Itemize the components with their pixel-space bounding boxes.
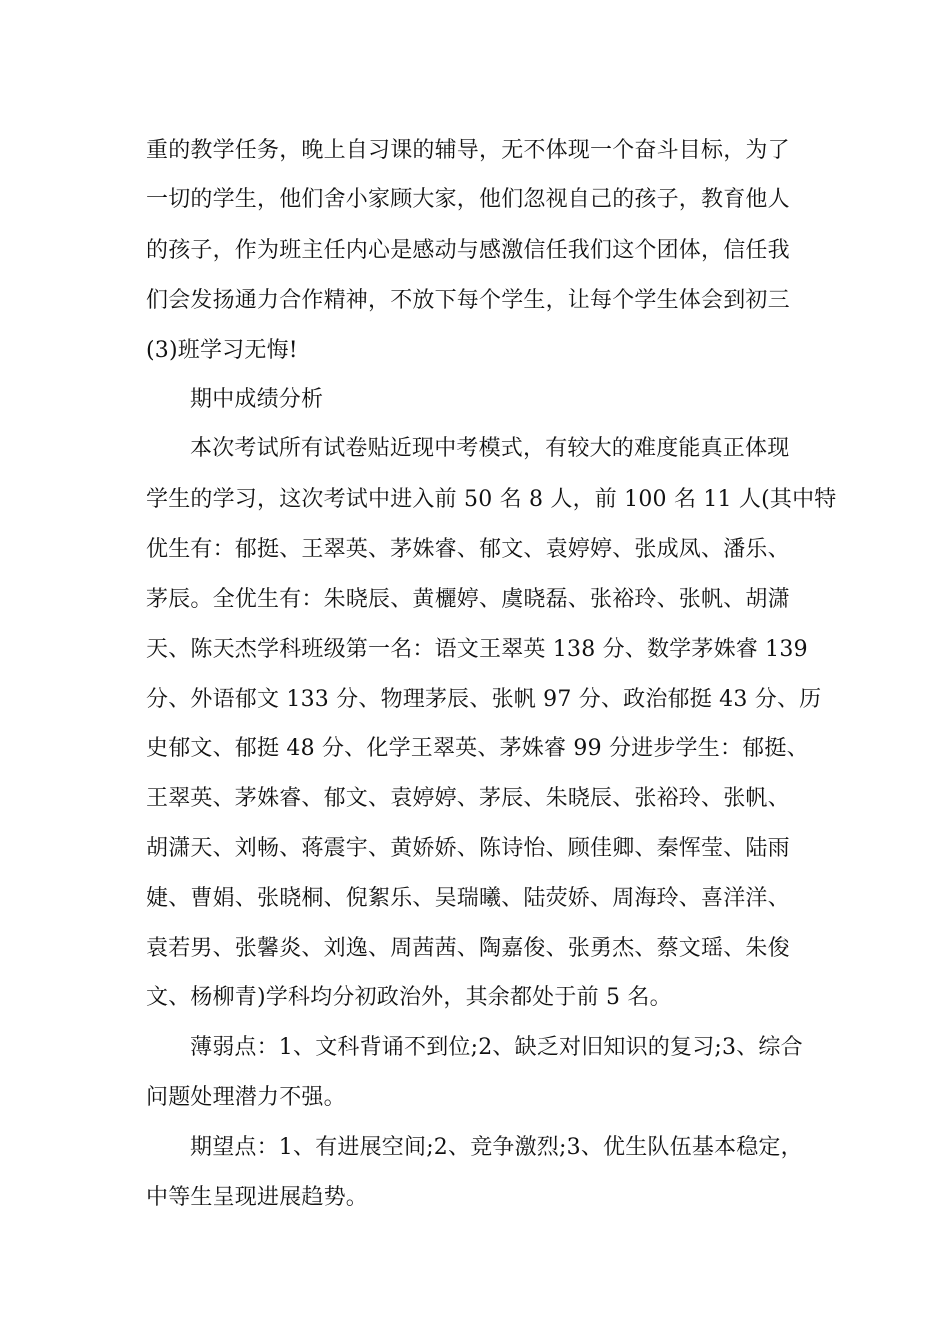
section-heading: 期中成绩分析	[190, 387, 324, 412]
paragraph-line: 分、外语郁文 133 分、物理茅辰、张帆 97 分、政治郁挺 43 分、历	[146, 687, 822, 712]
paragraph-line: 茅辰。全优生有：朱晓辰、黄欐婷、虞晓磊、张裕玲、张帆、胡潇	[146, 587, 790, 612]
paragraph-line: 中等生呈现进展趋势。	[146, 1185, 369, 1210]
paragraph-line: 胡潇天、刘畅、蒋震宇、黄娇娇、陈诗怡、顾佳卿、秦恽莹、陆雨	[146, 836, 790, 861]
paragraph-line: 问题处理潜力不强。	[146, 1085, 346, 1110]
paragraph-line: 期望点：1、有进展空间;2、竞争激烈;3、优生队伍基本稳定，	[190, 1135, 803, 1160]
paragraph-line: 学生的学习，这次考试中进入前 50 名 8 人，前 100 名 11 人(其中特	[146, 487, 837, 512]
paragraph-line: 的孩子，作为班主任内心是感动与感激信任我们这个团体，信任我	[146, 238, 790, 263]
paragraph-line: 袁若男、张馨炎、刘逸、周茜茜、陶嘉俊、张勇杰、蔡文瑶、朱俊	[146, 936, 790, 961]
paragraph-line: 王翠英、茅姝睿、郁文、袁婷婷、茅辰、朱晓辰、张裕玲、张帆、	[146, 786, 790, 811]
paragraph-line: 本次考试所有试卷贴近现中考模式，有较大的难度能真正体现	[190, 436, 790, 461]
paragraph-line: 们会发扬通力合作精神，不放下每个学生，让每个学生体会到初三	[146, 288, 790, 313]
paragraph-line: 薄弱点：1、文科背诵不到位;2、缺乏对旧知识的复习;3、综合	[190, 1035, 803, 1060]
paragraph-line: 婕、曹娟、张晓桐、倪絮乐、吴瑞曦、陆荧娇、周海玲、喜洋洋、	[146, 886, 790, 911]
paragraph-line: (3)班学习无悔!	[146, 338, 298, 363]
paragraph-line: 文、杨柳青)学科均分初政治外，其余都处于前 5 名。	[146, 985, 672, 1010]
paragraph-line: 重的教学任务，晚上自习课的辅导，无不体现一个奋斗目标，为了	[146, 138, 790, 163]
paragraph-line: 优生有：郁挺、王翠英、茅姝睿、郁文、袁婷婷、张成凤、潘乐、	[146, 537, 790, 562]
paragraph-line: 天、陈天杰学科班级第一名：语文王翠英 138 分、数学茅姝睿 139	[146, 637, 808, 662]
paragraph-line: 一切的学生，他们舍小家顾大家，他们忽视自己的孩子，教育他人	[146, 187, 790, 212]
paragraph-line: 史郁文、郁挺 48 分、化学王翠英、茅姝睿 99 分进步学生：郁挺、	[146, 736, 809, 761]
